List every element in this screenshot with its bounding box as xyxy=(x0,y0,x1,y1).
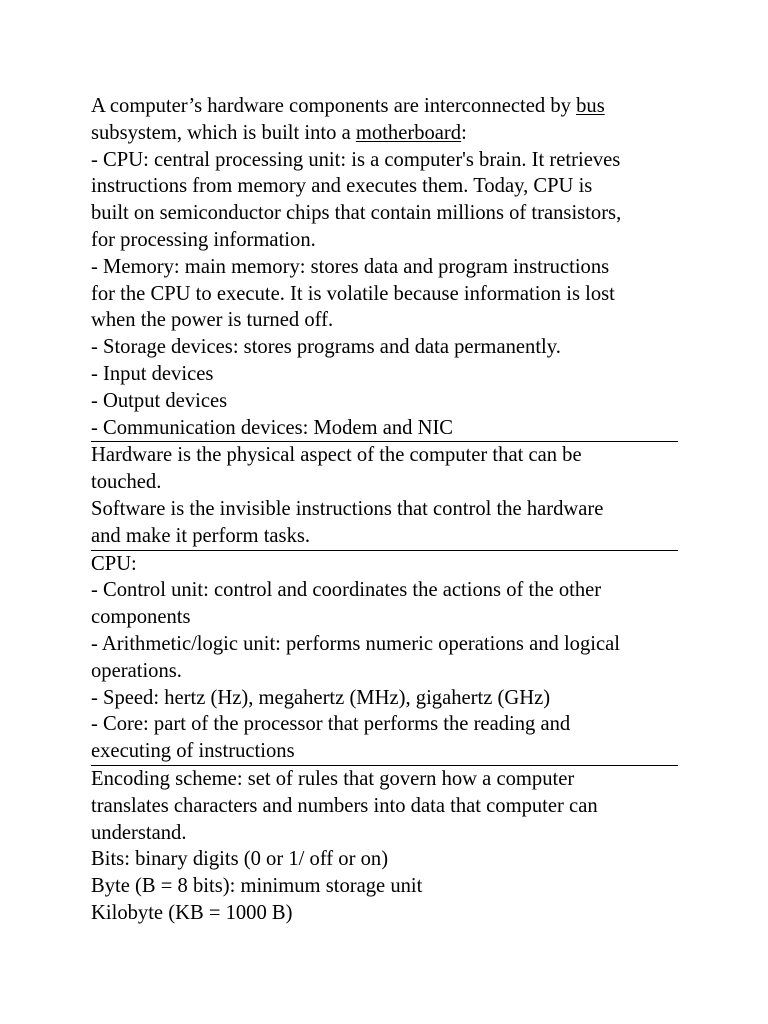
text-run: understand. xyxy=(91,821,187,844)
text-line xyxy=(91,873,678,900)
text-line xyxy=(91,469,678,496)
text-run: - Memory: main memory: stores data and program instructions xyxy=(91,255,610,278)
text-run: translates characters and numbers into data that computer can xyxy=(91,794,598,817)
text-line xyxy=(91,496,678,523)
text-line xyxy=(91,738,678,765)
text-line xyxy=(91,766,678,793)
hyperlink-motherboard[interactable]: motherboard xyxy=(355,121,462,144)
text-line xyxy=(91,334,678,361)
text-line xyxy=(91,227,678,254)
text-run: Kilobyte (KB = 1000 B) xyxy=(91,901,293,924)
text-line xyxy=(91,820,678,847)
text-line xyxy=(91,658,678,685)
text-run: CPU: xyxy=(91,552,137,575)
hyperlink-bus[interactable]: bus xyxy=(576,95,605,117)
text-run: instructions from memory and executes them. Today, CPU is xyxy=(91,175,593,198)
text-run: : xyxy=(461,121,467,144)
text-line xyxy=(91,173,678,200)
text-run: - Control unit: control and coordinates the actions of the other xyxy=(91,579,602,602)
text-line xyxy=(91,577,678,604)
text-line xyxy=(91,846,678,873)
text-section xyxy=(91,551,678,765)
text-line xyxy=(91,631,678,658)
text-run: components xyxy=(91,606,191,629)
text-run: executing of instructions xyxy=(91,740,295,763)
text-run: - Output devices xyxy=(91,389,228,412)
text-line xyxy=(91,388,678,415)
text-run: - CPU: central processing unit: is a computer's brain. It retrieves xyxy=(91,148,621,171)
text-run: touched. xyxy=(91,471,162,494)
text-run: for the CPU to execute. It is volatile because information is lost xyxy=(91,282,615,305)
text-run: and make it perform tasks. xyxy=(91,524,311,547)
text-line xyxy=(91,147,678,174)
text-line xyxy=(91,200,678,227)
text-run: for processing information. xyxy=(91,228,316,251)
text-line xyxy=(91,361,678,388)
text-run: - Core: part of the processor that performs the reading and xyxy=(91,713,571,736)
text-line xyxy=(91,93,678,120)
text-line xyxy=(91,415,678,442)
text-line xyxy=(91,793,678,820)
text-run: - Input devices xyxy=(91,362,214,385)
text-run: A computer’s hardware components are interconnected by xyxy=(91,95,577,117)
text-run: Encoding scheme: set of rules that govern how a computer xyxy=(91,767,575,790)
text-line xyxy=(91,442,678,469)
text-line xyxy=(91,254,678,281)
text-section xyxy=(91,93,678,441)
text-line xyxy=(91,711,678,738)
text-section xyxy=(91,442,678,549)
text-run: built on semiconductor chips that contain millions of transistors, xyxy=(91,202,622,225)
text-line xyxy=(91,307,678,334)
text-run: - Communication devices: Modem and NIC xyxy=(91,416,454,439)
text-line xyxy=(91,523,678,550)
text-section xyxy=(91,766,678,927)
document-page xyxy=(91,93,678,927)
text-line xyxy=(91,604,678,631)
text-run: Software is the invisible instructions that control the hardware xyxy=(91,497,604,520)
text-line xyxy=(91,120,678,147)
text-run: subsystem, which is built into a xyxy=(91,121,356,144)
text-run: - Speed: hertz (Hz), megahertz (MHz), gigahertz (GHz) xyxy=(91,686,551,709)
text-line xyxy=(91,685,678,712)
text-line xyxy=(91,551,678,578)
text-run: Bits: binary digits (0 or 1/ off or on) xyxy=(91,848,389,871)
text-line xyxy=(91,281,678,308)
text-line xyxy=(91,900,678,927)
text-run: when the power is turned off. xyxy=(91,309,334,332)
text-run: Hardware is the physical aspect of the computer that can be xyxy=(91,444,582,467)
text-run: Byte (B = 8 bits): minimum storage unit xyxy=(91,875,423,898)
text-run: - Arithmetic/logic unit: performs numeric operations and logical xyxy=(91,632,621,655)
text-run: operations. xyxy=(91,659,182,682)
text-run: - Storage devices: stores programs and data permanently. xyxy=(91,336,561,359)
